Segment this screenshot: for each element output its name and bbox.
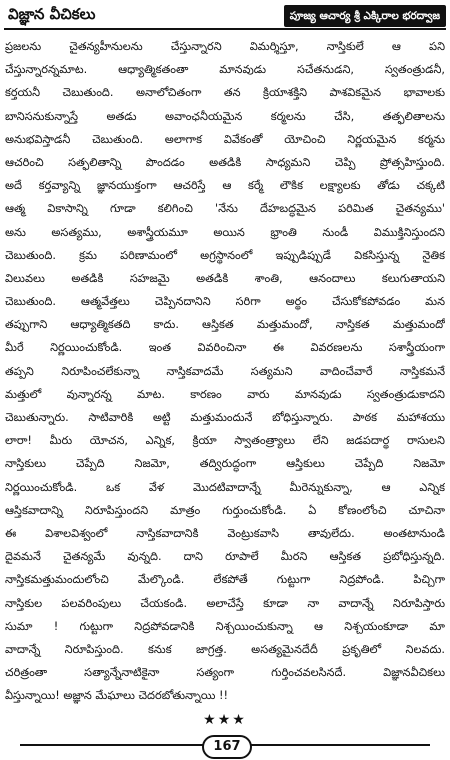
page-number: 167: [202, 735, 252, 759]
text-line: విలువలు అతడికి సహజమై అతడికి శాంతి, ఆనందాలు కలుగుతాయని: [5, 271, 445, 285]
text-line: అనుభవిస్తాడనీ చెబుతుంది. అలాగాక వివేకంతో యోచించి నిర్ణయమైన కర్మను: [5, 132, 445, 146]
text-line: ఆత్మ వికాసాన్ని గూడా కలిగించి 'నేను దేహబద్ధమైన పరిమిత చైతన్యము': [5, 202, 445, 216]
section-ornament: ★★★: [203, 712, 247, 728]
text-line: చెబుతుంది. ఆత్మవేత్తలు చెప్పినదానిని సరిగా అర్థం చేసుకోకపోవడం మన: [5, 295, 445, 309]
text-line: నాస్తికమత్తుమందులోంచి మేల్కొండి. లేకపోతే గుట్టుగా నిద్రపోండి. పిచ్చిగా: [5, 573, 445, 587]
text-line: నాస్తికులు చెప్పేది నిజమో, తద్విరుద్ధంగా ఆస్తికులు చెప్పేది నిజమో: [5, 457, 445, 471]
text-line: చెబుతున్నారు. సాటివారికి అట్టి మత్తుమందునే బోధిస్తున్నారు. పాఠక మహాశయు: [5, 411, 445, 424]
text-line: ప్రజలను చైతన్యహీనులను చేస్తున్నారని విమర్శిస్తూ, నాస్తికులే ఆ పని: [5, 40, 445, 53]
text-line: దైవమనే చైతన్యమే వున్నది. దాని రూపాలే మీరని ఆస్తికత ప్రబోధిస్తున్నది.: [5, 550, 445, 564]
text-line: చెబుతుంది. క్రమ పరిణామంలో అగ్రస్థానంలో ఇప్పుడిప్పుడే వికసిస్తున్న నైతిక: [5, 248, 445, 262]
text-line: వీస్తున్నాయి! అజ్ఞాన మేఘాలు చెదరబోతున్నాయి !!: [5, 689, 229, 703]
text-line: సుమా ! గుట్టుగా నిద్రపోవడానికి నిశ్చయించుకున్నా ఆ నిశ్చయంకూడా మా: [5, 619, 445, 633]
author-name: పూజ్య ఆచార్య శ్రీ ఎక్కిరాల భరద్వాజ: [284, 5, 446, 27]
text-line: తప్పని నిరూపించలేకున్నా నాస్తికవాదమే సత్యమని వాదించేవారే నాస్తికమనే: [5, 364, 445, 378]
text-line: కర్తయనీ చెబుతుంది. అనాలోచితంగా తన క్రియాశక్తిని పాశవికమైన భావాలకు: [5, 86, 445, 100]
body-text: [5, 35, 445, 707]
text-line: తప్పుగాని ఆధ్యాత్మికతది కాదు. ఆస్తికత మత్తుమందో, నాస్తికత మత్తుమందో: [5, 318, 445, 332]
text-line: ఆచరించి సత్ఫలితాన్ని పొందడం అతడికి సాధ్యమని చెప్పి ప్రోత్సహిస్తుంది.: [5, 155, 445, 169]
text-line: ఈ విశాలవిశ్వంలో నాస్తికవాదానికి వెంట్రుకవాసి తావులేదు. అంతటానుండి: [5, 526, 445, 540]
text-line: ఆస్తికవాదాన్ని నిరూపిస్తుందని మాత్రం గుర్తుంచుకోండి. ఏ కోణంలోంచి చూచినా: [5, 503, 445, 517]
text-line: లారా! మీరు యోచన, ఎన్నిక, క్రియా స్వాతంత్ర్యాలు లేని జడపదార్థ రాసులని: [5, 434, 445, 448]
text-line: మత్తులో వున్నారన్న మాట. కారణం వారు మానవుడు స్వతంత్రుడుకాదని: [5, 387, 445, 401]
text-line: మీరే నిర్ణయించుకోండి. ఇంత వివరించినా ఈ వివరణలను సశాస్త్రీయంగా: [5, 341, 445, 355]
book-title: విజ్ఞాన వీచికలు: [8, 5, 96, 23]
page-header: [4, 4, 446, 30]
text-line: నాస్తికుల పలవరింపులు చేయకండి. అలాచేస్తే కూడా నా వాదాన్నే నిరూపిస్తారు: [5, 596, 445, 610]
text-line: అను అసత్యము, అశాస్త్రీయమూ అయిన భ్రాంతి నుండీ విముక్తినిస్తుందని: [5, 225, 445, 239]
text-line: చరిత్రంతా సత్యాన్నేనాటికైనా సత్యంగా గుర్తించవలసినదే. విజ్ఞానవీచికలు: [5, 666, 445, 680]
text-line: వాదాన్నే నిరూపిస్తుంది. కనుక జాగ్రత్త. అసత్యమైనదేదీ ప్రకృతిలో నిలవదు.: [5, 642, 445, 656]
text-line: నిర్ణయించుకోండి. ఒక వేళ మొదటివాదాన్నే మీరెన్నుకున్నా, ఆ ఎన్నిక: [5, 480, 445, 494]
text-line: చేస్తున్నారన్నమాట. ఆధ్యాత్మికతంతా మానవుడు సచేతనుడని, స్వతంత్రుడనీ,: [5, 63, 445, 77]
text-line: బానిసనుకున్నాస్తే అతడు అవాంఛనీయమైన కర్మలను చేసి, తత్ఫలితాలను: [5, 109, 445, 123]
text-line: అదే కర్తవ్యాన్ని జ్ఞానయుక్తంగా ఆచరిస్తే ఆ కర్మే లౌకిక లక్ష్యాలకు తోడు చక్కటి: [5, 179, 445, 193]
